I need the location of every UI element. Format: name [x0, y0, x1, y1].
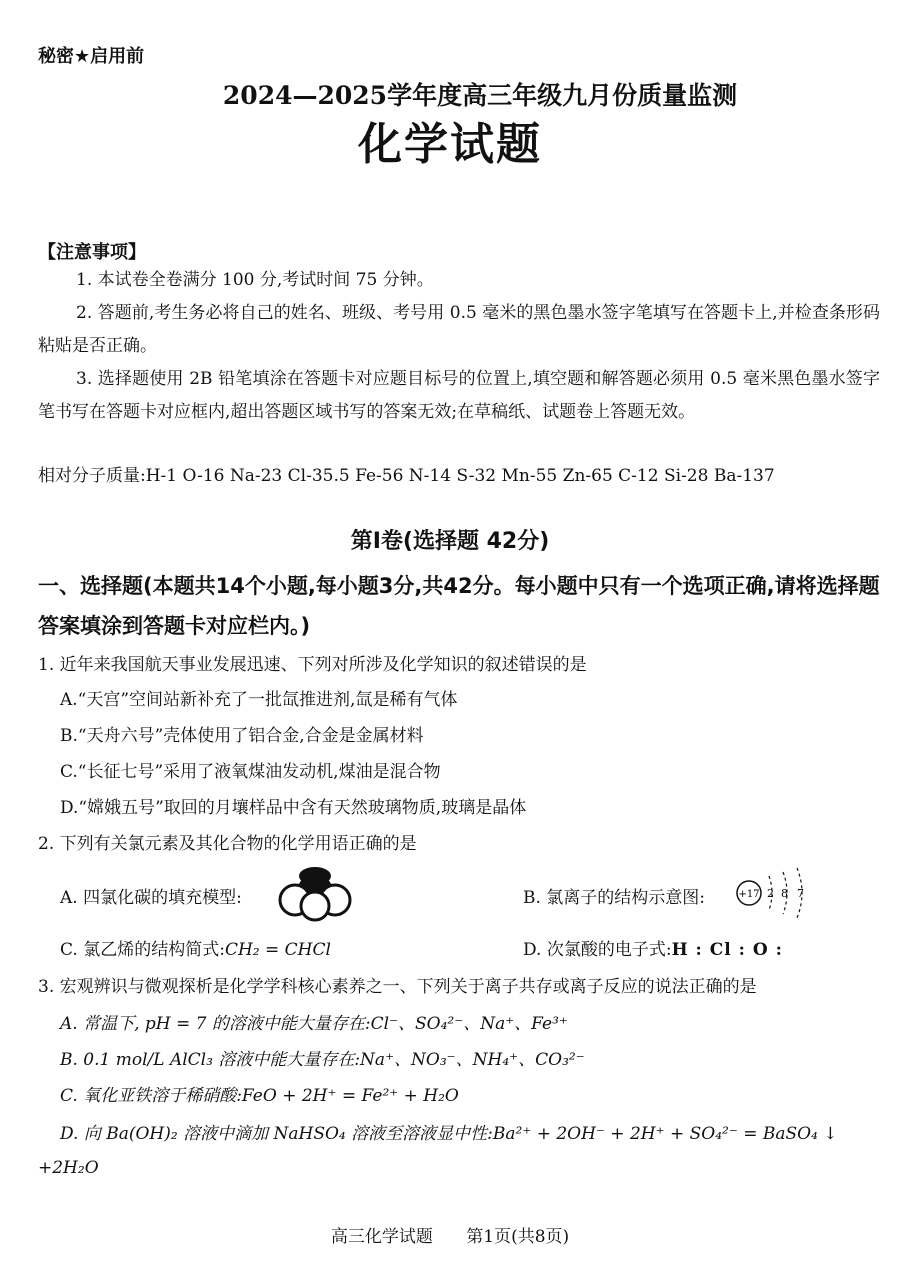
atomic-masses: 相对分子质量:H-1 O-16 Na-23 Cl-35.5 Fe-56 N-14 S-32 Mn-55 Zn-65 C-12 Si-28 Ba-137	[38, 466, 775, 486]
shell-1-electrons: 2	[767, 887, 774, 900]
footer-page-number: 第1页(共8页)	[466, 1227, 570, 1247]
q2-option-d	[523, 935, 783, 960]
q3-option-c: C. 氧化亚铁溶于稀硝酸:FeO + 2H⁺ = Fe²⁺ + H₂O	[60, 1086, 459, 1106]
nucleus-charge: +17	[738, 889, 760, 900]
q2-option-d-label: D. 次氯酸的电子式:	[523, 940, 672, 960]
q2-option-d-formula: H : Cl : O :	[671, 940, 783, 960]
shell-2-electrons: 8	[781, 887, 788, 900]
q2-option-c-label: C. 氯乙烯的结构简式:	[60, 940, 225, 960]
q1-option-d: D.“嫦娥五号”取回的月壤样品中含有天然玻璃物质,玻璃是晶体	[60, 798, 527, 818]
notice-heading: 【注意事项】	[38, 242, 146, 263]
exam-subtitle: 2024—2025学年度高三年级九月份质量监测	[222, 81, 738, 110]
section-title: 第Ⅰ卷(选择题 42分)	[350, 529, 550, 554]
page-footer	[0, 1222, 900, 1247]
q3-option-a: A. 常温下, pH = 7 的溶液中能大量存在:Cl⁻、SO₄²⁻、Na⁺、Fe³⁺	[60, 1014, 568, 1034]
q2-option-b: B. 氯离子的结构示意图:	[523, 888, 706, 908]
q3-stem: 3. 宏观辨识与微观探析是化学学科核心素养之一、下列关于离子共存或离子反应的说法正确的是	[38, 977, 757, 997]
q1-option-a: A.“天宫”空间站新补充了一批氙推进剂,氙是稀有气体	[60, 690, 458, 710]
shell-3-electrons: 7	[797, 887, 804, 900]
q2-stem: 2. 下列有关氯元素及其化合物的化学用语正确的是	[38, 834, 417, 854]
notice-item-2: 2. 答题前,考生务必将自己的姓名、班级、考号用 0.5 毫米的黑色墨水签字笔填写在答题卡上,并检查条形码粘贴是否正确。	[38, 303, 880, 356]
footer-subject: 高三化学试题	[330, 1227, 433, 1247]
q1-option-b: B.“天舟六号”壳体使用了铝合金,合金是金属材料	[60, 726, 424, 746]
notice-item-1: 1. 本试卷全卷满分 100 分,考试时间 75 分钟。	[76, 270, 434, 290]
q2-option-c-formula: CH₂ = CHCl	[224, 940, 331, 960]
q2-option-a: A. 四氯化碳的填充模型:	[60, 888, 242, 908]
notice-item-3: 3. 选择题使用 2B 铅笔填涂在答题卡对应题目标号的位置上,填空题和解答题必须用 0.5 毫米黑色墨水签字笔书写在答题卡对应框内,超出答题区域书写的答案无效;在草稿纸、试题卷上答题无效。	[38, 369, 880, 422]
q3-option-b: B. 0.1 mol/L AlCl₃ 溶液中能大量存在:Na⁺、NO₃⁻、NH₄⁺、CO₃²⁻	[60, 1050, 585, 1070]
q3-option-d: D. 向 Ba(OH)₂ 溶液中滴加 NaHSO₄ 溶液至溶液显中性:Ba²⁺ + 2OH⁻ + 2H⁺ + SO₄²⁻ = BaSO₄ ↓ +2H₂O	[38, 1124, 838, 1178]
q2-option-c	[60, 935, 331, 960]
q1-option-c: C.“长征七号”采用了液氧煤油发动机,煤油是混合物	[60, 762, 441, 782]
q1-stem: 1. 近年来我国航天事业发展迅速、下列对所涉及化学知识的叙述错误的是	[38, 655, 587, 675]
section-intro: 一、选择题(本题共14个小题,每小题3分,共42分。每小题中只有一个选项正确,请将选择题答案填涂到答题卡对应栏内。)	[38, 574, 880, 638]
chloride-ion-structure-diagram	[735, 866, 815, 922]
ccl4-space-filling-model-icon	[275, 862, 355, 922]
confidential-mark: 秘密★启用前	[38, 46, 145, 67]
exam-title: 化学试题	[358, 119, 542, 170]
